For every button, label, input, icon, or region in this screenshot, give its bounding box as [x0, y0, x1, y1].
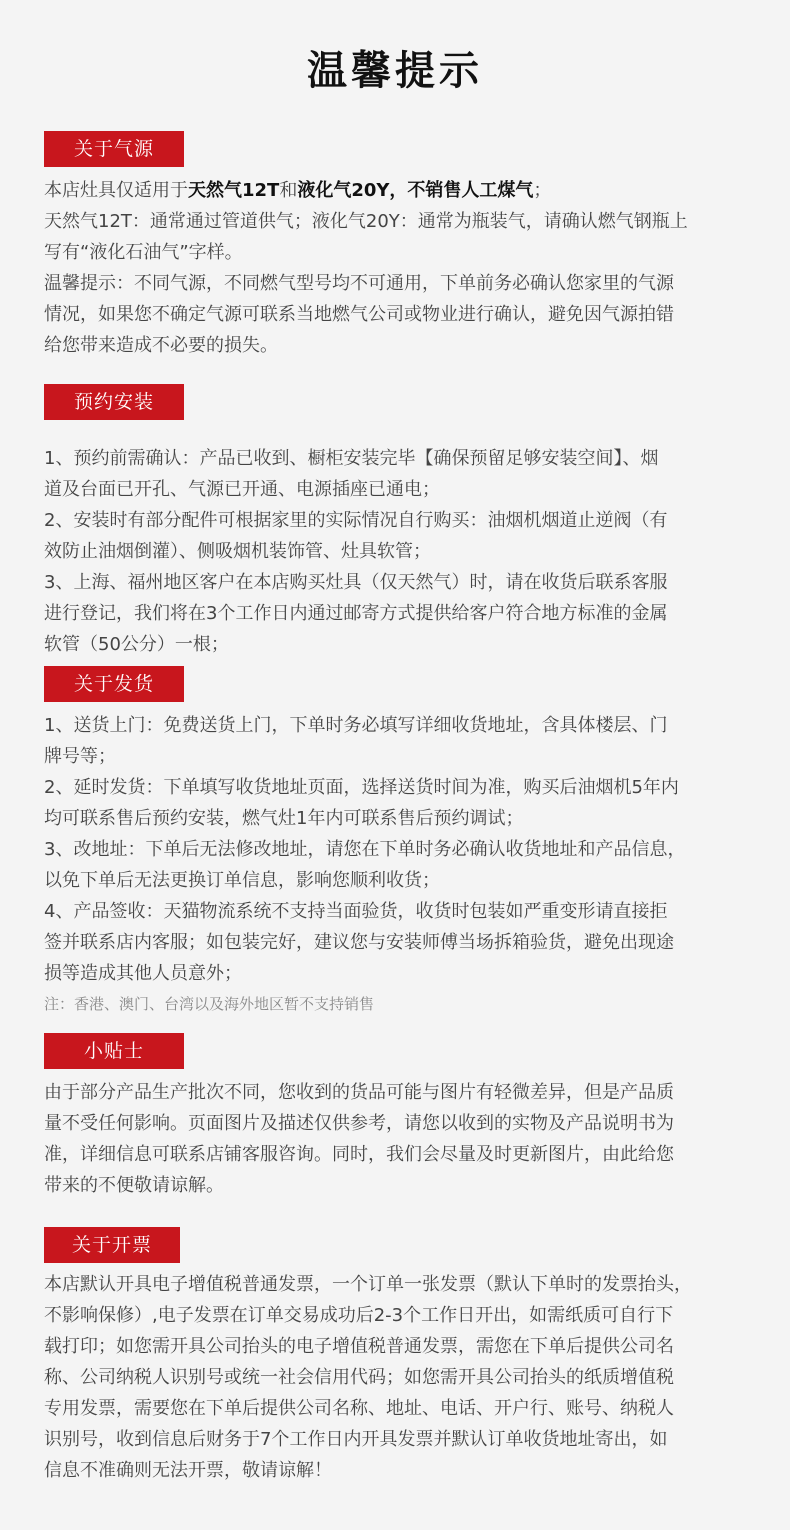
text-line: 签并联系店内客服；如包装完好，建议您与安装师傅当场拆箱验货，避免出现途	[44, 932, 674, 953]
text-line: 均可联系售后预约安装，燃气灶1年内可联系售后预约调试；	[44, 808, 524, 829]
text-line: 识别号，收到信息后财务于7个工作日内开具发票并默认订单收货地址寄出，如	[44, 1429, 668, 1450]
page-title: 温馨提示	[307, 48, 483, 94]
section-gas-source	[44, 131, 756, 361]
text-line: 效防止油烟倒灌）、侧吸烟机装饰管、灶具软管；	[44, 541, 431, 562]
section-body	[44, 710, 756, 989]
shipping-note: 注：香港、澳门、台湾以及海外地区暂不支持销售	[44, 995, 375, 1013]
text-line: 软管（50公分）一根；	[44, 634, 229, 655]
section-tag: 小贴士	[44, 1033, 184, 1069]
text-line: 写有“液化石油气”字样。	[44, 242, 243, 263]
text-line: 不影响保修）,电子发票在订单交易成功后2-3个工作日开出，如需纸质可自行下	[44, 1305, 674, 1326]
text-line: 1、预约前需确认：产品已收到、橱柜安装完毕【确保预留足够安装空间】、烟	[44, 448, 659, 469]
text-line: 带来的不便敬请谅解。	[44, 1175, 224, 1196]
text-line: 载打印；如您需开具公司抬头的电子增值税普通发票，需您在下单后提供公司名	[44, 1336, 674, 1357]
text-line: 3、改地址：下单后无法修改地址，请您在下单时务必确认收货地址和产品信息，	[44, 839, 686, 860]
text-line: 3、上海、福州地区客户在本店购买灶具（仅天然气）时，请在收货后联系客服	[44, 572, 668, 593]
text-line: 准，详细信息可联系店铺客服咨询。同时，我们会尽量及时更新图片，由此给您	[44, 1144, 674, 1165]
section-body	[44, 1077, 756, 1201]
section-invoice	[44, 1227, 756, 1486]
section-shipping	[44, 666, 756, 1017]
text-line: 专用发票，需要您在下单后提供公司名称、地址、电话、开户行、账号、纳税人	[44, 1398, 674, 1419]
text-line: 量不受任何影响。页面图片及描述仅供参考，请您以收到的实物及产品说明书为	[44, 1113, 674, 1134]
section-tag: 预约安装	[44, 384, 184, 420]
text-line: 牌号等；	[44, 746, 116, 767]
section-body	[44, 443, 756, 660]
section-tag: 关于发货	[44, 666, 184, 702]
text-line: 2、安装时有部分配件可根据家里的实际情况自行购买：油烟机烟道止逆阀（有	[44, 510, 668, 531]
text-line: 给您带来造成不必要的损失。	[44, 335, 278, 356]
section-tips	[44, 1033, 756, 1201]
section-installation	[44, 384, 756, 660]
text-line: 1、送货上门：免费送货上门，下单时务必填写详细收货地址，含具体楼层、门	[44, 715, 668, 736]
section-tag: 关于气源	[44, 131, 184, 167]
text-line: 称、公司纳税人识别号或统一社会信用代码；如您需开具公司抬头的纸质增值税	[44, 1367, 674, 1388]
text-line: 4、产品签收：天猫物流系统不支持当面验货，收货时包装如严重变形请直接拒	[44, 901, 668, 922]
section-body	[44, 1269, 756, 1486]
text-line: 损等造成其他人员意外；	[44, 963, 242, 984]
text-line: 情况，如果您不确定气源可联系当地燃气公司或物业进行确认，避免因气源拍错	[44, 304, 674, 325]
text-line: 以免下单后无法更换订单信息，影响您顺利收货；	[44, 870, 440, 891]
text-line: 本店默认开具电子增值税普通发票，一个订单一张发票（默认下单时的发票抬头，	[44, 1274, 692, 1295]
text-line: 2、延时发货：下单填写收货地址页面，选择送货时间为准，购买后油烟机5年内	[44, 777, 679, 798]
text-line: 温馨提示：不同气源，不同燃气型号均不可通用，下单前务必确认您家里的气源	[44, 273, 674, 294]
section-tag: 关于开票	[44, 1227, 180, 1263]
text-line: 进行登记，我们将在3个工作日内通过邮寄方式提供给客户符合地方标准的金属	[44, 603, 668, 624]
text-line: 天然气12T：通常通过管道供气；液化气20Y：通常为瓶装气，请确认燃气钢瓶上	[44, 211, 688, 232]
text-line: 由于部分产品生产批次不同，您收到的货品可能与图片有轻微差异，但是产品质	[44, 1082, 674, 1103]
text-line: 信息不准确则无法开票，敬请谅解！	[44, 1460, 332, 1481]
text-line: 本店灶具仅适用于天然气12T和液化气20Y，不销售人工煤气；	[44, 180, 552, 201]
section-body	[44, 175, 756, 361]
text-line: 道及台面已开孔、气源已开通、电源插座已通电；	[44, 479, 440, 500]
